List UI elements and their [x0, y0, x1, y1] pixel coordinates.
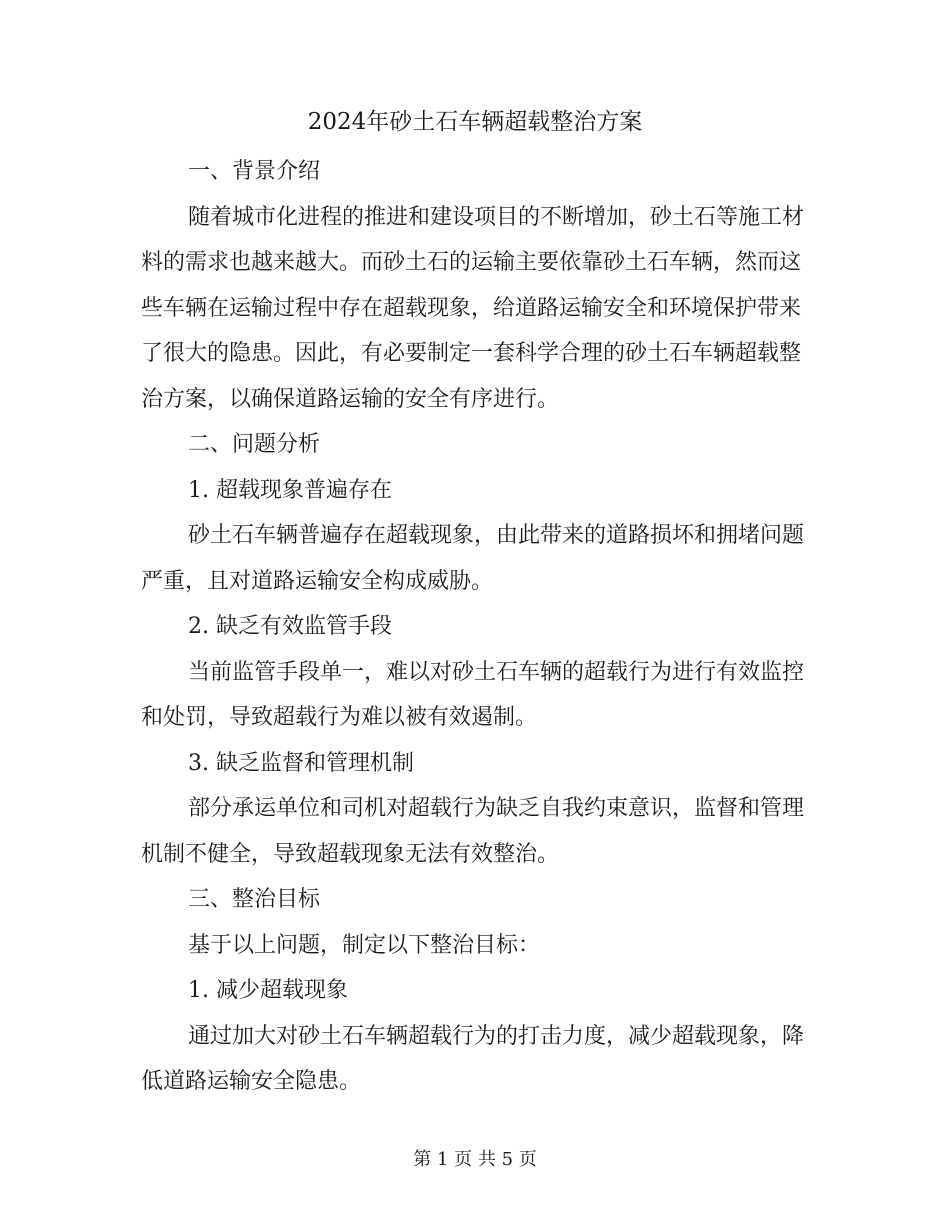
- section-heading-analysis: 二、问题分析: [188, 432, 321, 457]
- section-heading-background: 一、背景介绍: [188, 159, 321, 184]
- subheading-lack-management-mechanism: 3. 缺乏监督和管理机制: [188, 750, 414, 776]
- paragraph-goals-intro: 基于以上问题，制定以下整治目标：: [188, 932, 541, 958]
- paragraph-reduce-overload: 通过加大对砂土石车辆超载行为的打击力度，减少超载现象，降低道路运输安全隐患。: [141, 1023, 805, 1094]
- subheading-lack-supervision-means: 2. 缺乏有效监管手段: [188, 614, 392, 639]
- paragraph-background: 随着城市化进程的推进和建设项目的不断增加，砂土石等施工材料的需求也越来越大。而砂土石的运输主要依靠砂土石车辆，然而这些车辆在运输过程中存在超载现象，给道路运输安全和环境保护带来了很大的隐患。因此，有必要制定一套科学合理的砂土石车辆超载整治方案，以确保道路运输的安全有序进行。: [141, 204, 805, 412]
- document-title: 2024年砂土石车辆超载整治方案: [307, 109, 643, 135]
- paragraph-lack-management-mechanism: 部分承运单位和司机对超载行为缺乏自我约束意识，监督和管理机制不健全，导致超载现象无法有效整治。: [141, 796, 805, 867]
- paragraph-lack-supervision-means: 当前监管手段单一，难以对砂土石车辆的超载行为进行有效监控和处罚，导致超载行为难以被有效遏制。: [141, 659, 805, 730]
- document-body: [141, 149, 806, 1105]
- subheading-overload-common: 1. 超载现象普遍存在: [188, 477, 392, 503]
- paragraph-overload-common: 砂土石车辆普遍存在超载现象，由此带来的道路损坏和拥堵问题严重，且对道路运输安全构成威胁。: [141, 523, 805, 594]
- subheading-reduce-overload: 1. 减少超载现象: [188, 978, 348, 1003]
- section-heading-goals: 三、整治目标: [188, 887, 321, 912]
- page-number-footer: 第 1 页 共 5 页: [413, 1149, 537, 1170]
